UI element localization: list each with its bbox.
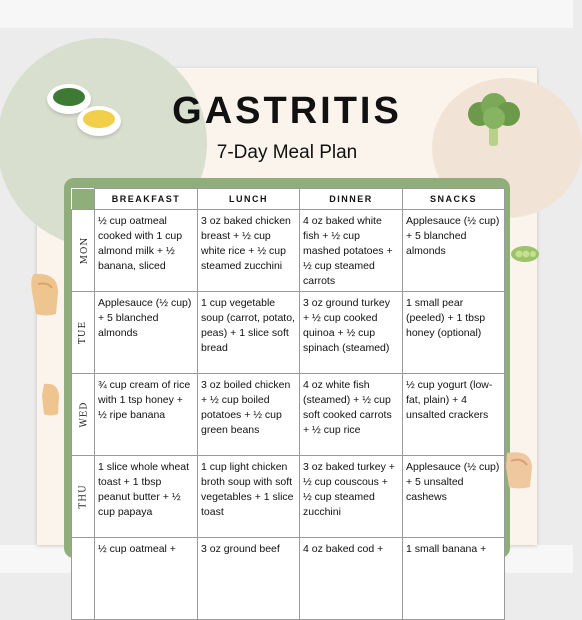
- lunch-cell: 3 oz baked chicken breast + ½ cup white rice + ½ cup steamed zucchini: [198, 210, 300, 292]
- lunch-cell: 3 oz ground beef: [198, 538, 300, 620]
- breakfast-cell: Applesauce (½ cup) + 5 blanched almonds: [95, 292, 198, 374]
- day-label: TUE: [72, 292, 95, 374]
- dinner-cell: 4 oz white fish (steamed) + ½ cup soft cooked carrots + ½ cup rice: [300, 374, 403, 456]
- day-label: [72, 538, 95, 620]
- column-header-snacks: SNACKS: [403, 189, 505, 210]
- dinner-cell: 3 oz baked turkey + ½ cup couscous + ½ cup steamed zucchini: [300, 456, 403, 538]
- breakfast-cell: ½ cup oatmeal +: [95, 538, 198, 620]
- column-header-breakfast: BREAKFAST: [95, 189, 198, 210]
- column-header-lunch: LUNCH: [198, 189, 300, 210]
- snacks-cell: ½ cup yogurt (low-fat, plain) + 4 unsalted crackers: [403, 374, 505, 456]
- meal-plan-table: [71, 188, 505, 620]
- dinner-cell: 4 oz baked white fish + ½ cup mashed potatoes + ½ cup steamed carrots: [300, 210, 403, 292]
- lunch-cell: 3 oz boiled chicken + ½ cup boiled potatoes + ½ cup green beans: [198, 374, 300, 456]
- snacks-cell: Applesauce (½ cup) + 5 unsalted cashews: [403, 456, 505, 538]
- pea-pod-icon: [510, 243, 540, 265]
- snacks-cell: 1 small pear (peeled) + 1 tbsp honey (optional): [403, 292, 505, 374]
- page-subtitle: 7-Day Meal Plan: [216, 142, 358, 163]
- lunch-cell: 1 cup vegetable soup (carrot, potato, peas) + 1 slice soft bread: [198, 292, 300, 374]
- table-row: [72, 456, 505, 538]
- table-row: [72, 374, 505, 456]
- top-border: [0, 0, 573, 28]
- snacks-cell: Applesauce (½ cup) + 5 blanched almonds: [403, 210, 505, 292]
- header-corner: [72, 189, 95, 210]
- day-label: MON: [72, 210, 95, 292]
- dinner-cell: 3 oz ground turkey + ½ cup cooked quinoa + ½ cup spinach (steamed): [300, 292, 403, 374]
- column-header-dinner: DINNER: [300, 189, 403, 210]
- lunch-cell: 1 cup light chicken broth soup with soft vegetables + 1 slice toast: [198, 456, 300, 538]
- table-row: [72, 210, 505, 292]
- breakfast-cell: ¾ cup cream of rice with 1 tsp honey + ½ ripe banana: [95, 374, 198, 456]
- breakfast-cell: ½ cup oatmeal cooked with 1 cup almond milk + ½ banana, sliced: [95, 210, 198, 292]
- dinner-cell: 4 oz baked cod +: [300, 538, 403, 620]
- bread-icon: [28, 270, 62, 318]
- page-title: GASTRITIS: [172, 90, 402, 132]
- breakfast-cell: 1 slice whole wheat toast + 1 tbsp peanut butter + ½ cup papaya: [95, 456, 198, 538]
- bread-icon: [503, 447, 535, 491]
- bread-icon: [40, 380, 62, 418]
- table-header-row: [72, 189, 505, 210]
- meal-plan-table-frame: [64, 178, 510, 558]
- snacks-cell: 1 small banana +: [403, 538, 505, 620]
- day-label: WED: [72, 374, 95, 456]
- table-row: [72, 292, 505, 374]
- table-row: [72, 538, 505, 620]
- meal-plan-poster: [37, 68, 537, 555]
- day-label: THU: [72, 456, 95, 538]
